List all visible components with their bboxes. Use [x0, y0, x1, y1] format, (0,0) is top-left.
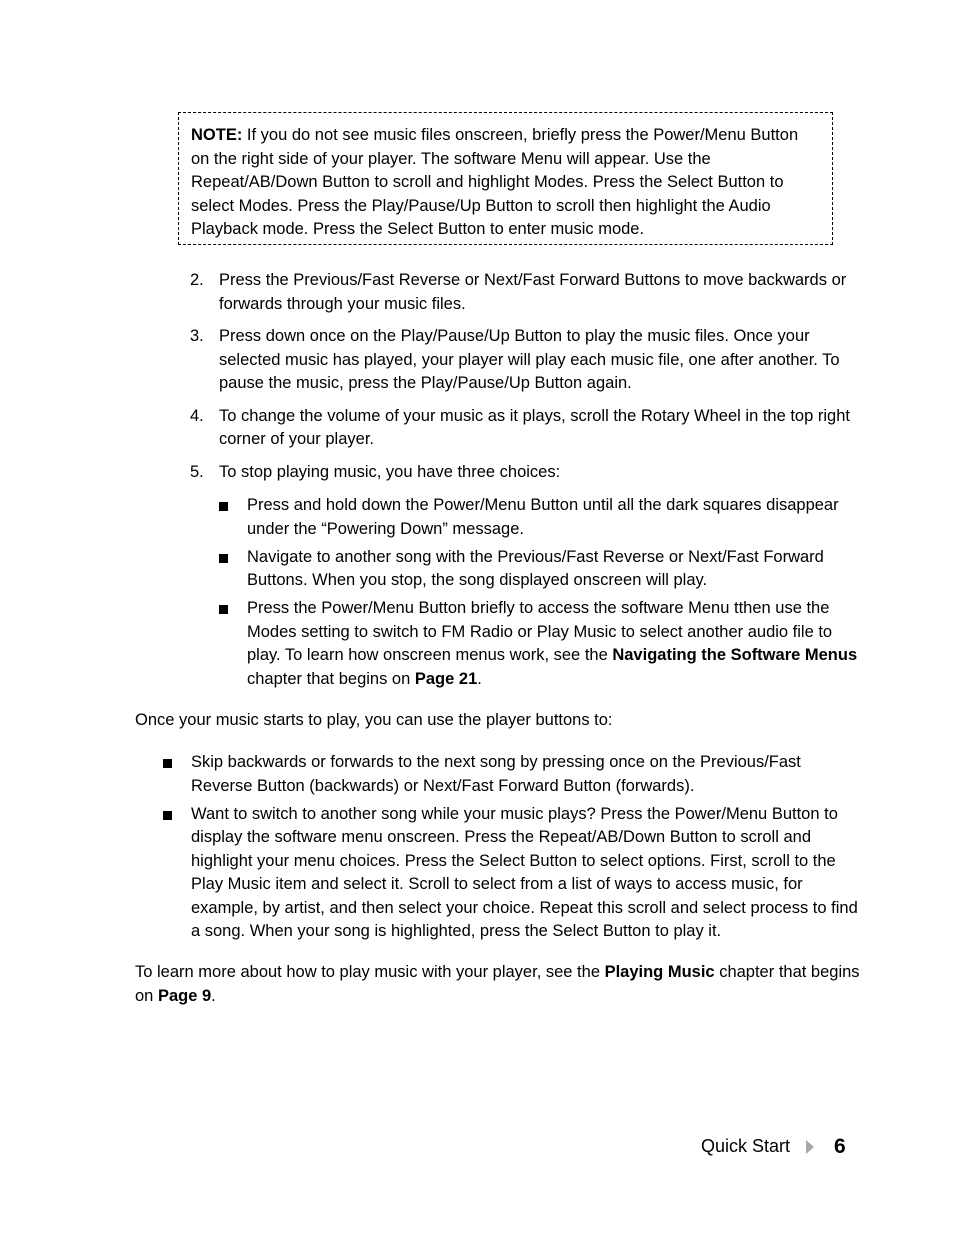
step-number: 3.: [190, 327, 204, 345]
list-item-text: Press the Power/Menu Button briefly to access the software Menu tthen use the Modes setting to switch to FM Radio or Play Music to select another audio file to play. To learn how onscreen menus work, see the: [247, 599, 833, 664]
page-reference: Page 21: [414, 669, 478, 688]
list-item-text: Want to switch to another song while your music plays? Press the Power/Menu Button to display the software menu onscreen. Press the Repeat/AB/Down Button to scroll and highlight your menu choices. Press the Select Button to select options. First, scroll to the Play Music item and select it. Scroll to select from a list of ways to access music, for example, by artist, and then select your choice. Repeat this scroll and select process to find a song. When your song is highlighted, press the Select Button to play it.: [191, 804, 858, 940]
step-number: 5.: [190, 462, 204, 481]
steps-list: [190, 269, 870, 696]
square-bullet-icon: [163, 811, 172, 820]
step-text: To change the volume of your music as it plays, scroll the Rotary Wheel in the top right corner of your player.: [219, 406, 850, 448]
list-item: [219, 597, 870, 691]
step-item: [190, 405, 870, 452]
list-item: [219, 546, 870, 593]
closing-text: chapter that begins on: [135, 963, 860, 1005]
closing-paragraph: [135, 961, 865, 1008]
step-text: To stop playing music, you have three choices:: [219, 462, 561, 481]
page-number: 6: [834, 1135, 846, 1159]
closing-text: .: [211, 986, 216, 1005]
chapter-reference: Navigating the Software Menus: [612, 646, 858, 664]
list-item-text: Skip backwards or forwards to the next song by pressing once on the Previous/Fast Reverse Button (backwards) or Next/Fast Forward Button (forwards).: [191, 753, 801, 795]
page-footer: [701, 1132, 846, 1162]
list-item: [219, 494, 870, 541]
list-item-text: chapter that begins on: [247, 669, 415, 688]
intro-paragraph: Once your music starts to play, you can use the player buttons to:: [135, 711, 613, 729]
note-text: [191, 124, 821, 242]
step-item: [190, 269, 870, 316]
chapter-reference: Playing Music: [604, 963, 715, 981]
page-reference: Page 9: [157, 986, 212, 1005]
list-item-text: Press and hold down the Power/Menu Button until all the dark squares disappear under the “Powering Down” message.: [247, 496, 839, 538]
list-item-text: .: [477, 669, 482, 688]
step-text: Press the Previous/Fast Reverse or Next/Fast Forward Buttons to move backwards or forwards through your music files.: [219, 271, 847, 313]
step-text: Press down once on the Play/Pause/Up Button to play the music files. Once your selected music has played, your player will play each music file, one after another. To pause the music, press the Play/Pause/Up Button again.: [219, 327, 840, 392]
step-item: [190, 461, 870, 692]
arrow-right-icon: [806, 1140, 814, 1154]
step-item: [190, 325, 870, 396]
square-bullet-icon: [219, 605, 228, 614]
step-number: 2.: [190, 271, 204, 289]
closing-text: To learn more about how to play music with your player, see the: [135, 963, 605, 981]
list-item-text: Navigate to another song with the Previous/Fast Reverse or Next/Fast Forward Buttons. When you stop, the song displayed onscreen will play.: [247, 547, 824, 589]
step-number: 4.: [190, 406, 204, 425]
section-name: Quick Start: [701, 1136, 791, 1157]
note-box: [178, 112, 833, 245]
square-bullet-icon: [219, 554, 228, 563]
list-item: [163, 803, 863, 944]
square-bullet-icon: [219, 502, 228, 511]
player-uses-list: [163, 751, 863, 948]
list-item: [163, 751, 863, 798]
note-body: If you do not see music files onscreen, briefly press the Power/Menu Button on the right side of your player. The software Menu will appear. Use the Repeat/AB/Down Button to scroll and highlight Modes. Press the Select Button to select Modes. Press the Play/Pause/Up Button to scroll then highlight the Audio Playback mode. Press the Select Button to enter music mode.: [191, 126, 799, 238]
square-bullet-icon: [163, 759, 172, 768]
note-label: NOTE:: [191, 126, 243, 144]
stop-choices-list: [219, 494, 870, 691]
